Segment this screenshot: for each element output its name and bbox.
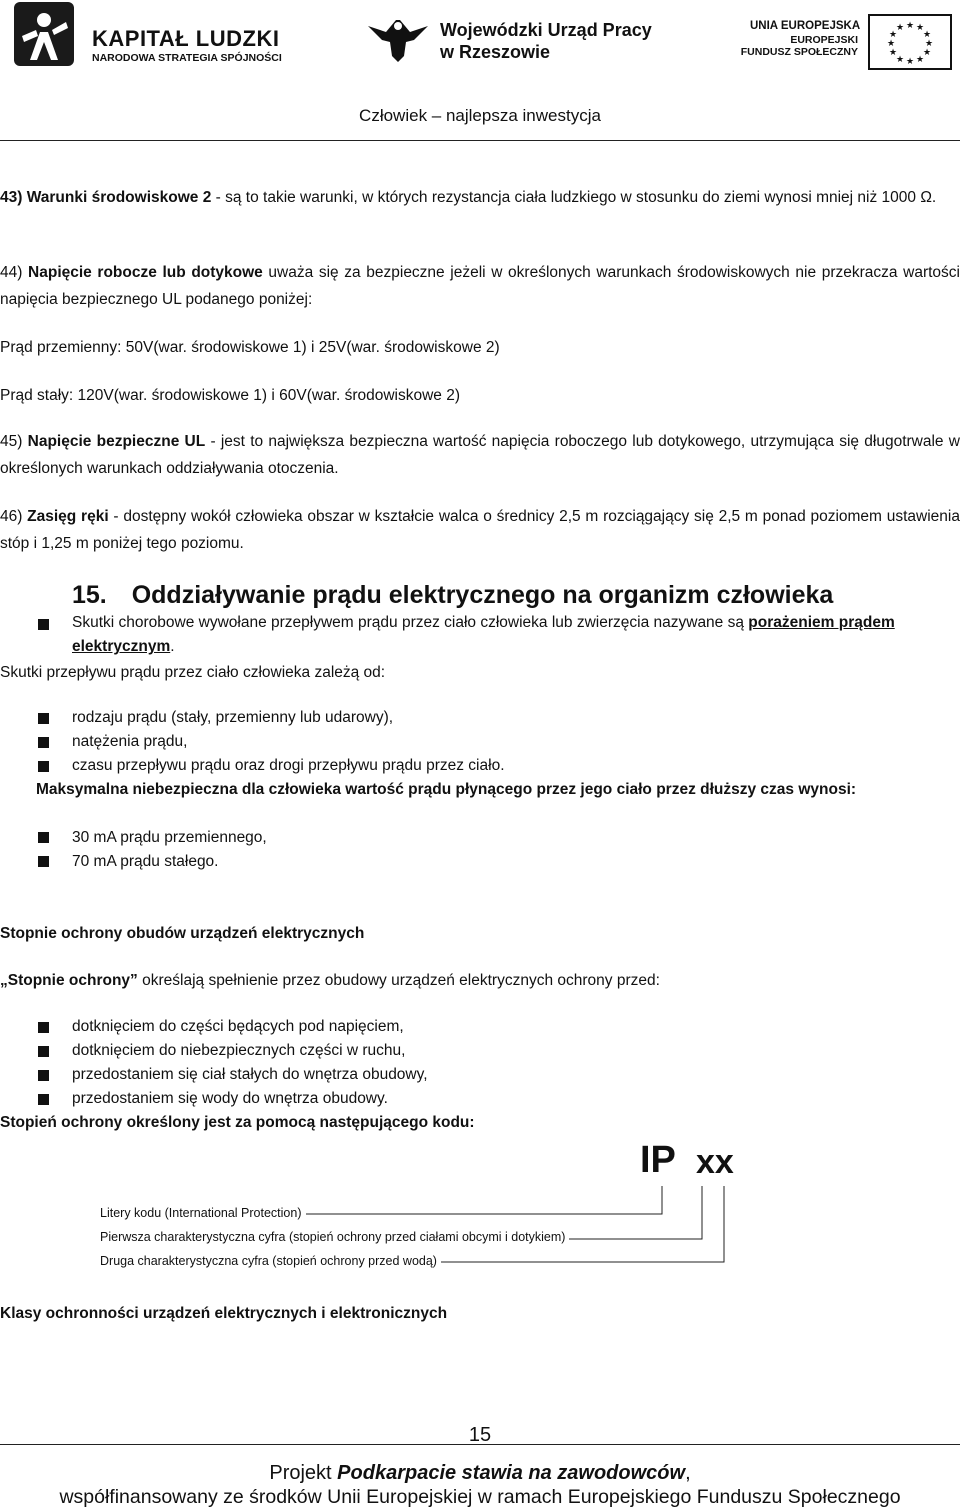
section-heading [72,578,833,612]
svg-text:★: ★ [888,30,898,40]
section-number: 15. [72,581,107,609]
definition-term: porażeniem prądem elektrycznym [72,614,895,655]
bullet-square-icon [38,737,49,748]
paragraph-45 [0,428,960,482]
svg-text:★: ★ [895,55,905,65]
svg-text:★: ★ [895,23,905,33]
kapital-ludzki-logo [14,2,74,66]
list-item: przedostaniem się wody do wnętrza obudowy. [72,1090,388,1107]
eu-text-line3: FUNDUSZ SPOŁECZNY [740,46,858,58]
ip-label-letters: Litery kodu (International Protection) [100,1205,306,1221]
ip-letters: IP [640,1139,676,1181]
paragraph-46-number: 46) [0,508,28,525]
wup-name-line2: w Rzeszowie [440,42,551,62]
list-item: 70 mA prądu stałego. [72,853,219,870]
bullet-square-icon [38,1070,49,1081]
svg-text:★: ★ [924,39,934,49]
svg-text:★: ★ [922,30,932,40]
list-item: 30 mA prądu przemiennego, [72,829,267,846]
footer-project-suffix: , [685,1462,691,1484]
protection-intro-term: „Stopnie ochrony” [0,972,138,989]
protection-heading: Stopnie ochrony obudów urządzeń elektrycznych [0,925,365,942]
svg-text:★: ★ [922,48,932,58]
ip-label-first-digit: Pierwsza charakterystyczna cyfra (stopień ochrony przed ciałami obcymi i dotykiem) [100,1229,569,1245]
paragraph-43 [0,184,960,211]
svg-text:★: ★ [888,48,898,58]
list-item: natężenia prądu, [72,733,188,750]
section-title: Oddziaływanie prądu elektrycznego na organizm człowieka [131,581,834,609]
bullet-square-icon [38,713,49,724]
paragraph-46-term: Zasięg ręki [27,508,109,525]
svg-text:★: ★ [915,55,925,65]
paragraph-45-term: Napięcie bezpieczne UL [27,433,206,450]
bullet-square-icon [38,856,49,867]
wup-name-line1: Wojewódzki Urząd Pracy [440,20,652,40]
bullet-square-icon [38,619,49,630]
depends-intro: Skutki przepływu prądu przez ciało człowieka zależą od: [0,664,386,681]
list-item: dotknięciem do niebezpiecznych części w ruchu, [72,1042,406,1059]
kapital-ludzki-title: KAPITAŁ LUDZKI [92,26,280,51]
paragraph-44 [0,259,960,313]
footer-funding: współfinansowany ze środków Unii Europejskiej w ramach Europejskiego Funduszu Społecznego [59,1486,901,1508]
paragraph-44-term: Napięcie robocze lub dotykowe [28,264,263,281]
ip-label-second-digit: Druga charakterystyczna cyfra (stopień ochrony przed wodą) [100,1253,441,1269]
definition-end: . [170,638,175,655]
definition-paragraph [72,611,952,659]
eu-text-line1: UNIA EUROPEJSKA [750,20,861,32]
paragraph-46 [0,503,960,557]
bullet-square-icon [38,1046,49,1057]
definition-text: Skutki chorobowe wywołane przepływem prądu przez ciało człowieka lub zwierzęcia nazywane są [72,614,749,631]
svg-text:★: ★ [915,23,925,33]
paragraph-44-number: 44) [0,264,29,281]
svg-text:★: ★ [905,57,915,67]
eagle-icon [366,12,430,64]
protection-intro [0,969,660,993]
list-item: czasu przepływu prądu oraz drogi przepływu prądu przez ciało. [72,757,505,774]
footer-project [0,1460,960,1486]
max-current-heading: Maksymalna niebezpieczna dla człowieka wartość prądu płynącego przez jego ciało przez dłuższy czas wynosi: [36,781,857,798]
list-item: przedostaniem się ciał stałych do wnętrza obudowy, [72,1066,428,1083]
paragraph-45-text: - jest to największa bezpieczna wartość napięcia roboczego lub dotykowego, utrzymująca się długotrwale w określonych warunkach oddziaływania otoczenia. [0,433,960,477]
code-heading: Stopień ochrony określony jest za pomocą następującego kodu: [0,1114,475,1131]
bullet-square-icon [38,1094,49,1105]
eu-flag [868,14,952,70]
page-number: 15 [468,1424,492,1446]
list-item: dotknięciem do części będących pod napięciem, [72,1018,404,1035]
classes-heading: Klasy ochronności urządzeń elektrycznych i elektronicznych [0,1305,448,1322]
header [0,0,960,140]
ip-digits: xx [696,1143,734,1181]
ip-code-diagram [96,1138,756,1278]
footer-project-prefix: Projekt [269,1462,338,1484]
paragraph-45-number: 45) [0,433,28,450]
paragraph-44-text: uważa się za bezpieczne jeżeli w określonych warunkach środowiskowych nie przekracza wartości napięcia bezpiecznego UL podanego poniżej: [0,264,960,308]
wup-logo [366,12,430,64]
protection-intro-text: określają spełnienie przez obudowy urządzeń elektrycznych ochrony przed: [137,972,660,989]
kapital-ludzki-emblem-icon [14,2,74,66]
header-divider [0,140,960,141]
dc-voltage-line: Prąd stały: 120V(war. środowiskowe 1) i 60V(war. środowiskowe 2) [0,387,461,404]
eu-stars-icon [870,16,950,68]
footer-project-name: Podkarpacie stawia na zawodowców [337,1462,686,1484]
paragraph-43-text: - są to takie warunki, w których rezystancja ciała ludzkiego w stosunku do ziemi wynosi mniej niż 1000 Ω. [211,189,937,206]
ac-voltage-line: Prąd przemienny: 50V(war. środowiskowe 1) i 25V(war. środowiskowe 2) [0,339,500,356]
paragraph-46-text: - dostępny wokół człowieka obszar w kształcie walca o średnicy 2,5 m rozciągający się 2,5 m ponad poziomem ustawienia stóp i 1,25 m poniżej tego poziomu. [0,508,960,552]
header-tagline: Człowiek – najlepsza inwestycja [359,106,601,125]
paragraph-43-number: 43) [0,189,23,206]
paragraph-43-term: Warunki środowiskowe 2 [26,189,212,206]
svg-text:★: ★ [905,21,915,31]
list-item: rodzaju prądu (stały, przemienny lub udarowy), [72,709,394,726]
eu-text-line2: EUROPEJSKI [790,34,858,46]
bullet-square-icon [38,761,49,772]
bullet-square-icon [38,1022,49,1033]
svg-text:★: ★ [886,39,896,49]
bullet-square-icon [38,832,49,843]
kapital-ludzki-subtitle: NARODOWA STRATEGIA SPÓJNOŚCI [92,52,282,64]
